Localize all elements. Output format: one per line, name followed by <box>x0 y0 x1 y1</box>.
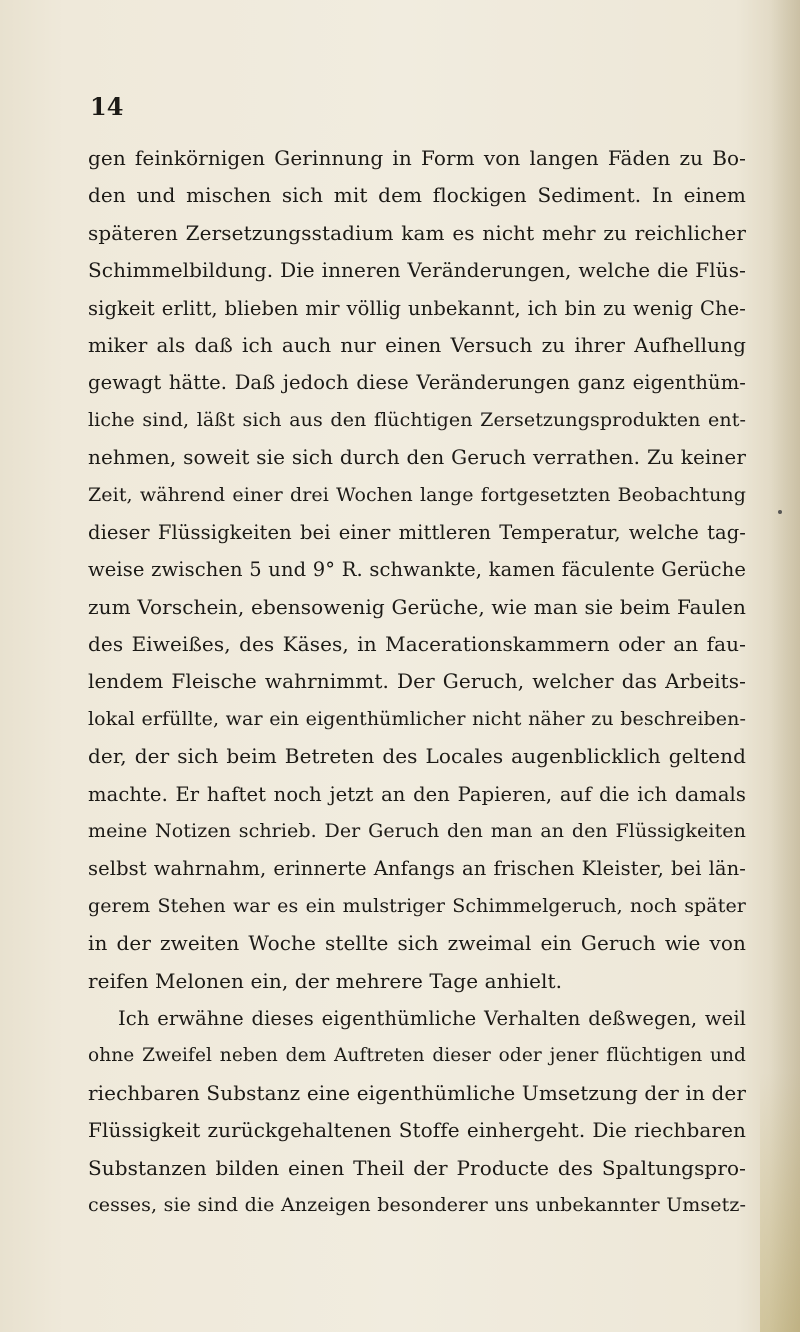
text-line: sigkeit erlitt, blieben mir völlig unbekannt, ich bin zu wenig Che- <box>88 296 746 320</box>
text-line: miker als daß ich auch nur einen Versuch zu ihrer Aufhellung <box>88 332 746 357</box>
text-line: lokal erfüllte, war ein eigenthümlicher nicht näher zu beschreiben- <box>88 707 746 730</box>
text-line: zum Vorschein, ebensowenig Gerüche, wie man sie beim Faulen <box>88 594 746 619</box>
text-line: dieser Flüssigkeiten bei einer mittleren Temperatur, welche tag- <box>88 520 746 544</box>
text-line: lendem Fleische wahrnimmt. Der Geruch, welcher das Arbeits- <box>88 669 746 694</box>
body-text <box>88 140 746 1224</box>
text-line: des Eiweißes, des Käses, in Macerationskammern oder an fau- <box>88 632 746 657</box>
text-line: ohne Zweifel neben dem Auftreten dieser oder jener flüchtigen und <box>88 1045 746 1067</box>
text-line: gen feinkörnigen Gerinnung in Form von langen Fäden zu Bo- <box>88 146 746 170</box>
text-line: Substanzen bilden einen Theil der Producte des Spaltungspro- <box>88 1155 746 1180</box>
text-line: machte. Er haftet noch jetzt an den Papieren, auf die ich damals <box>88 782 746 806</box>
text-line: riechbaren Substanz eine eigenthümliche Umsetzung der in der <box>88 1080 746 1105</box>
text-line: gerem Stehen war es ein mulstriger Schimmelgeruch, noch später <box>88 894 746 917</box>
text-line: den und mischen sich mit dem flockigen Sediment. In einem <box>88 183 746 208</box>
text-line: späteren Zersetzungsstadium kam es nicht mehr zu reichlicher <box>88 220 746 245</box>
text-line: cesses, sie sind die Anzeigen besonderer uns unbekannter Umsetz- <box>88 1193 746 1216</box>
text-line: der, der sich beim Betreten des Locales augenblicklich geltend <box>88 744 746 769</box>
text-line: gewagt hätte. Daß jedoch diese Veränderungen ganz eigenthüm- <box>88 371 746 395</box>
text-line: meine Notizen schrieb. Der Geruch den man an den Flüssigkeiten <box>88 820 746 843</box>
text-line: reifen Melonen ein, der mehrere Tage anhielt. <box>88 968 563 993</box>
text-line: Flüssigkeit zurückgehaltenen Stoffe einhergeht. Die riechbaren <box>88 1118 746 1143</box>
text-line: weise zwischen 5 und 9° R. schwankte, kamen fäculente Gerüche <box>88 558 746 582</box>
text-line: Zeit, während einer drei Wochen lange fortgesetzten Beobachtung <box>88 483 746 506</box>
page-number: 14 <box>90 92 124 121</box>
text-line: selbst wahrnahm, erinnerte Anfangs an frischen Kleister, bei län- <box>88 857 746 881</box>
text-line: in der zweiten Woche stellte sich zweimal ein Geruch wie von <box>88 931 746 956</box>
paper-stain <box>760 1072 800 1332</box>
text-line: liche sind, läßt sich aus den flüchtigen Zersetzungsprodukten ent- <box>88 408 746 431</box>
text-line: Schimmelbildung. Die inneren Veränderungen, welche die Flüs- <box>88 258 746 283</box>
text-line: Ich erwähne dieses eigenthümliche Verhalten deßwegen, weil <box>118 1006 746 1030</box>
text-line: nehmen, soweit sie sich durch den Geruch verrathen. Zu keiner <box>88 445 746 470</box>
